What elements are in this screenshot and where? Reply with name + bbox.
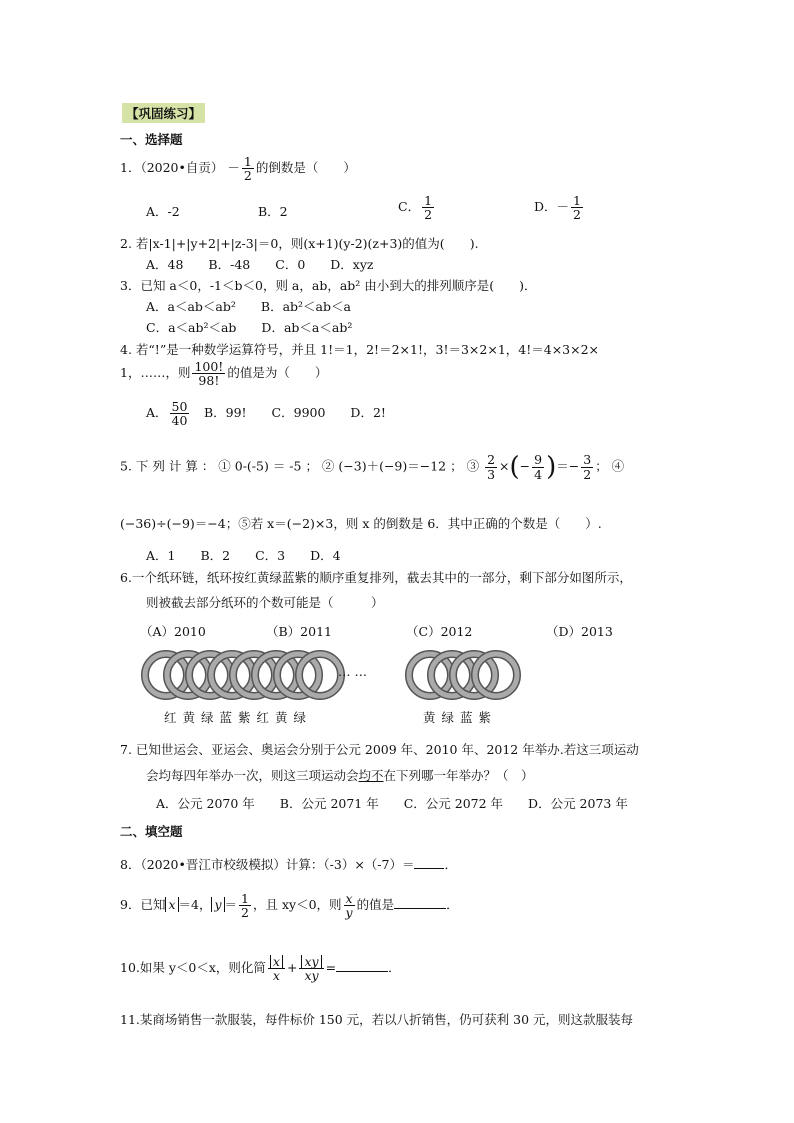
question-8: 8．（2020•晋江市校级模拟）计算：（-3）×（-7）＝ ． [120,857,457,872]
q1-option-d: D．－ $\frac{1}{2}$ [534,193,581,223]
q3-options-row2: C．a＜ab²＜ab D．ab＜a＜ab² [146,320,353,335]
question-7-line1: 7. 已知世运会、亚运会、奥运会分别于公元 2009 年、2010 年、2012 年举办.若这三项运动 [120,742,639,757]
question-6-line2: 则被截去部分纸环的个数可能是（ ） [146,595,384,610]
q1-option-c: C． $\frac{1}{2}$ [398,193,433,223]
q1-fraction: $\frac{1}{2}$ [243,154,252,184]
q6-option-a: （A）2010 [140,624,206,639]
q1-number: 1． [120,160,141,176]
section-tag: 【巩固练习】 [122,103,205,123]
q3-options-row1: A．a＜ab＜ab² B．ab²＜ab＜a [146,299,351,314]
chain-label-right: 黄绿蓝紫 [423,710,498,725]
q5-options: A．1 B．2 C．3 D．4 [146,548,341,563]
question-4-line1: 4. 若“!”是一种数学运算符号，并且 1!＝1，2!＝2×1!，3!＝3×2×1，4!＝4×3×2× [120,342,600,357]
question-5-line1: 5. 下 列 计 算 ： ① 0-(-5) ＝ -5 ； ② (−3)＋(−9)＝−12 ； ③ $\frac{2}{3}$ ×(− $\frac{9}{4}$ )＝− $\frac{3}{2}$ ； ④ [120,452,625,482]
q1-minus: － [227,160,240,176]
question-7-line2: 会均每四年举办一次，则这三项运动会均不在下列哪一年举办？（ ） [146,768,534,783]
q1-option-a: A．-2 [146,204,180,219]
question-5-line2: (−36)÷(−9)＝−4；⑤若 x＝(−2)×3，则 x 的倒数是 6．其中正确的个数是（ ）. [120,516,602,531]
q1-option-b: B．2 [258,204,288,219]
q4-options: A． $\frac{50}{40}$ B．99! C．9900 D．2! [146,399,386,429]
question-9: 9．已知 x ＝4， y ＝ $\frac{1}{2}$ ，且 xy＜0，则 $\frac{x}{y}$ 的值是 ． [120,891,459,921]
question-4-line2: 1，……，则 $\frac{100!}{98!}$ 的值是为（ ） [120,359,328,389]
q6-option-c: （C）2012 [406,624,473,639]
chain-ellipsis: … … [338,664,367,679]
chain-label-left: 红黄绿蓝紫红黄绿 [164,710,313,725]
question-2: 2. 若|x-1|+|y+2|+|z-3|＝0，则(x+1)(y-2)(z+3)的值为( ). [120,236,479,251]
q6-option-b: （B）2011 [266,624,332,639]
q6-option-d: （D）2013 [546,624,613,639]
section-title-fill: 二、填空题 [120,824,183,839]
section-title-choice: 一、选择题 [120,132,183,147]
q10-answer-blank[interactable] [336,971,388,972]
question-1 [120,155,356,182]
q8-answer-blank[interactable] [414,868,444,869]
q1-source: （2020•自贡） [140,160,224,176]
q2-options: A．48 B．-48 C．0 D．xyz [146,257,374,272]
question-10: 10.如果 y＜0＜x，则化简 $\frac{x}{x}$ + $\frac{xy}{xy}$ = ． [120,954,401,984]
q7-options: A．公元 2070 年 B．公元 2071 年 C．公元 2072 年 D．公元 2073 年 [156,796,628,811]
question-6-line1: 6.一个纸环链，纸环按红黄绿蓝紫的顺序重复排列，截去其中的一部分，剩下部分如图所示， [120,570,632,585]
q9-answer-blank[interactable] [394,908,446,909]
question-11: 11.某商场销售一款服装，每件标价 150 元，若以八折销售，仍可获利 30 元，则这款服装每 [120,1012,634,1027]
question-3: 3．已知 a＜0，-1＜b＜0，则 a，ab，ab² 由小到大的排列顺序是( )． [120,278,537,293]
q1-stem: 的倒数是（ ） [255,160,356,176]
